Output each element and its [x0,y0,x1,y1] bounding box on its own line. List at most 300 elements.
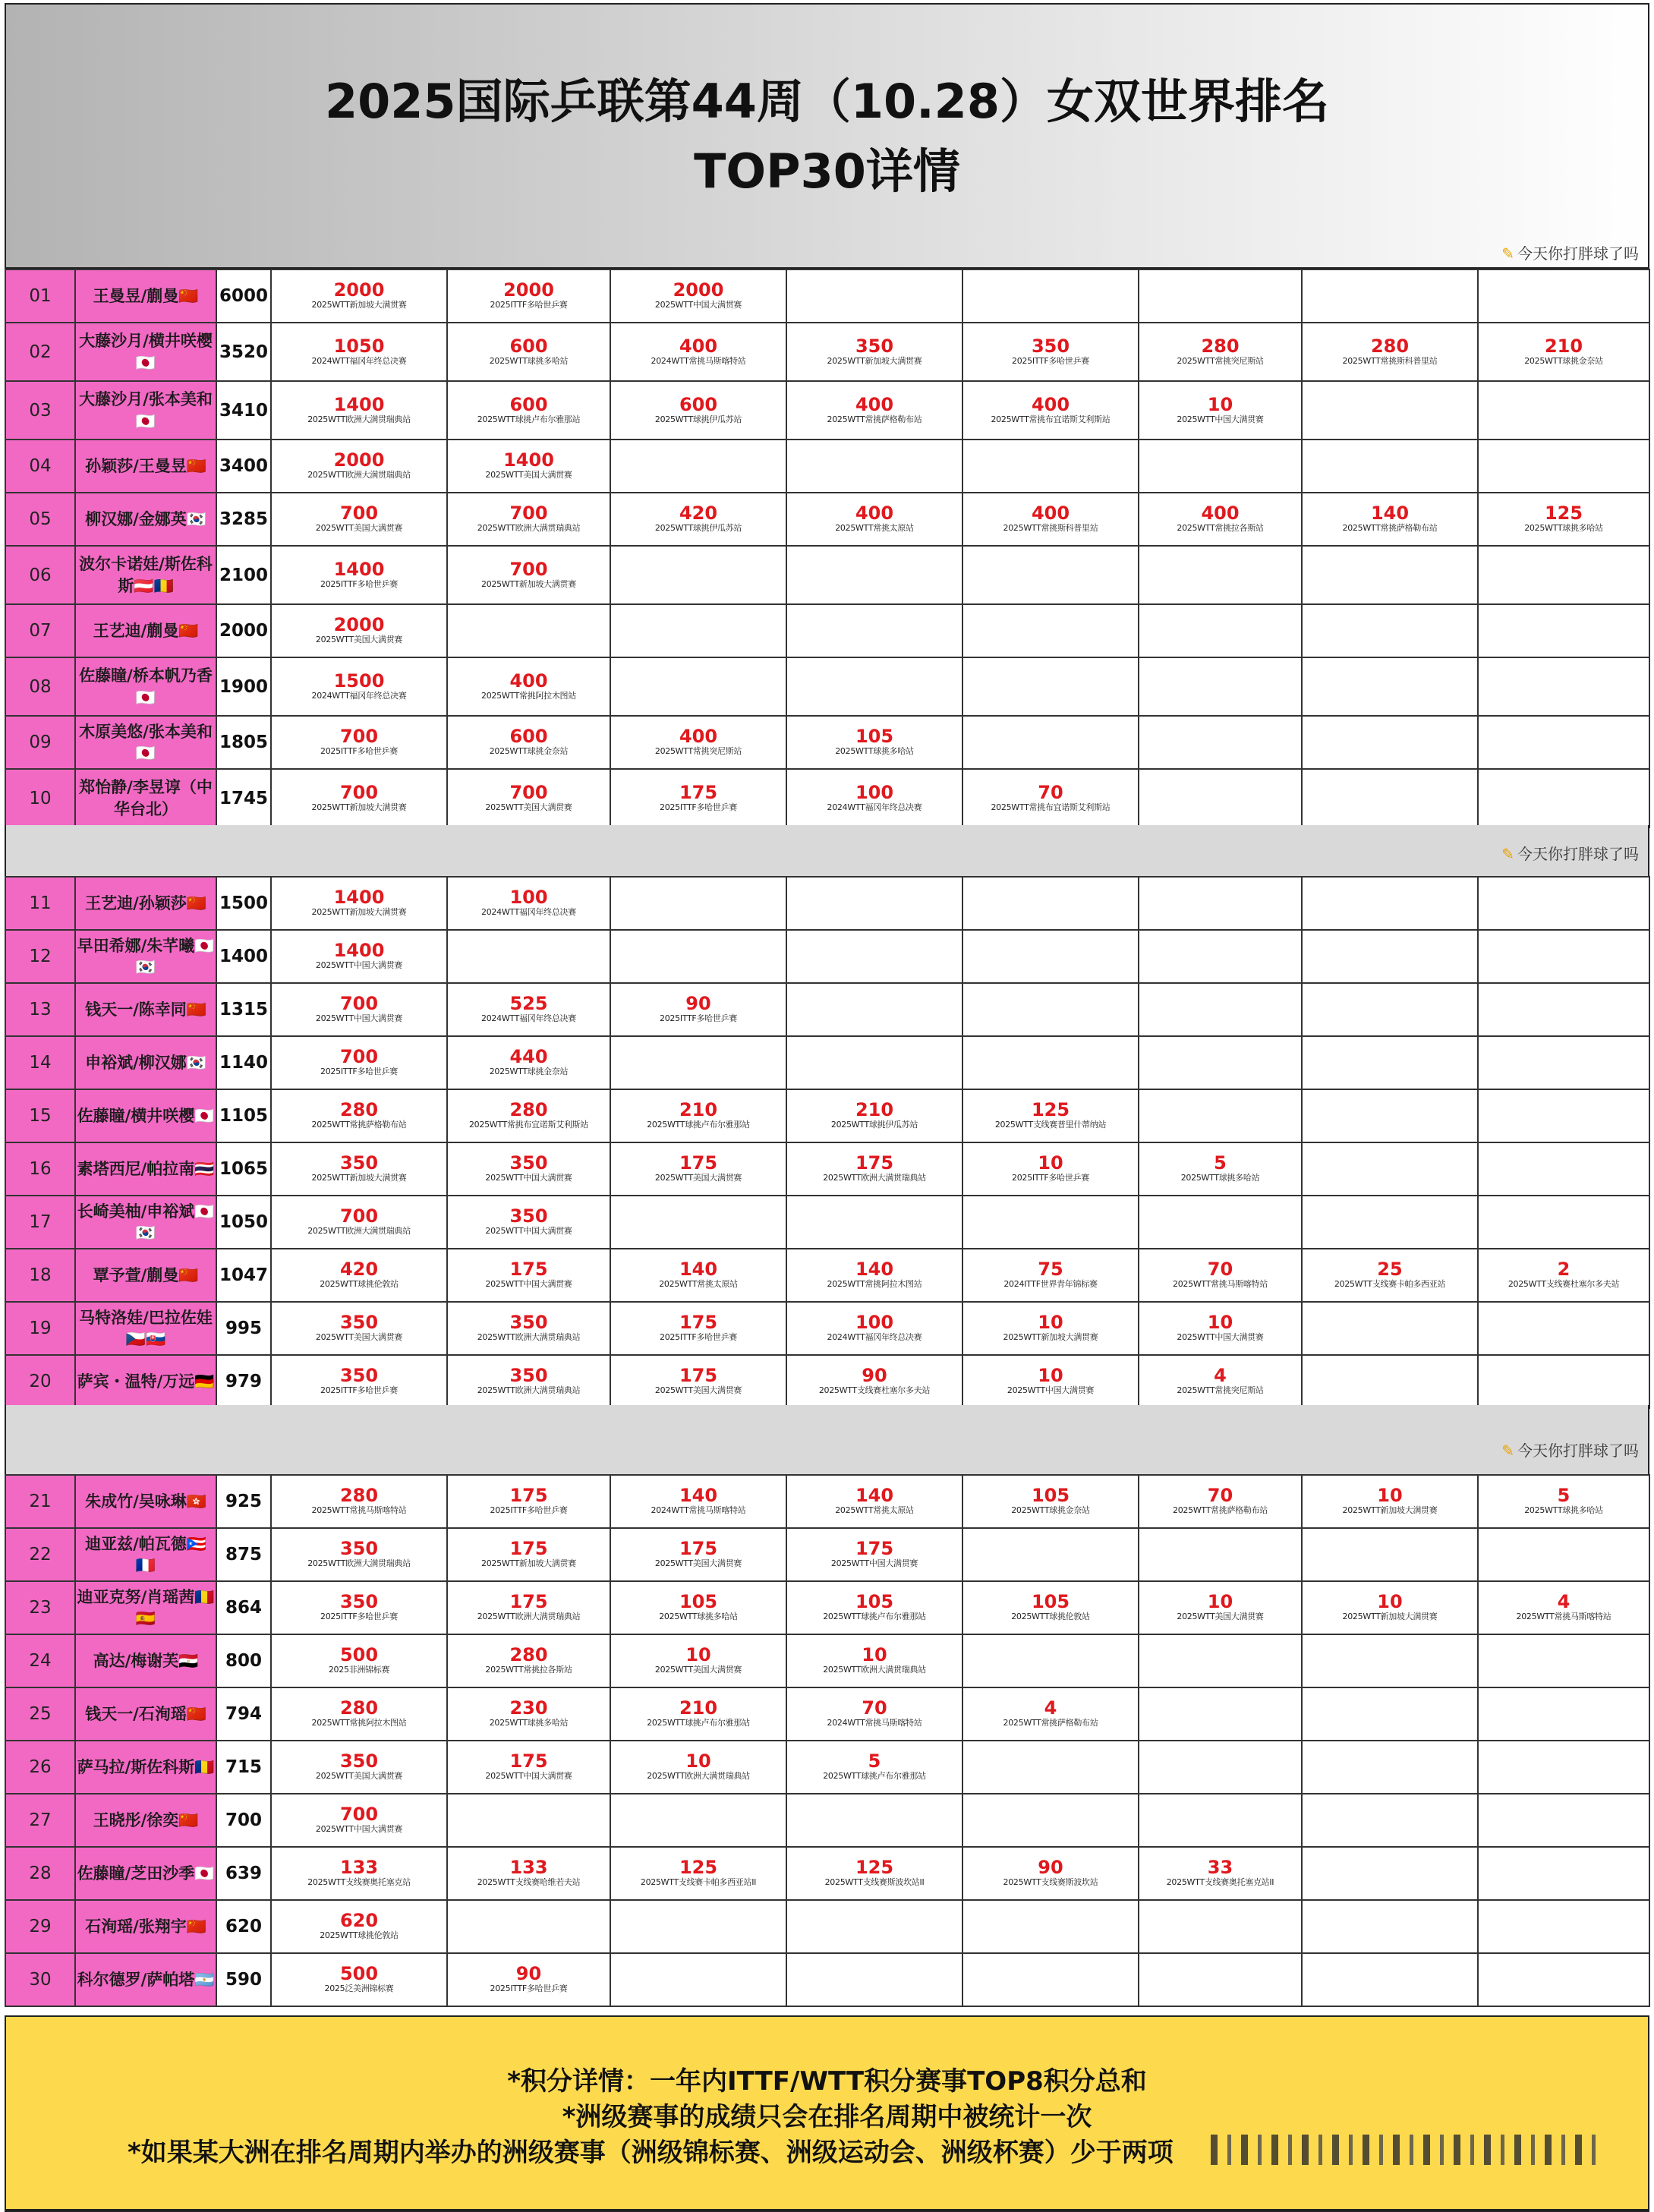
event-cell [962,1196,1139,1249]
event-cell [447,657,610,716]
total-points: 864 [216,1581,271,1634]
event-name: 2025ITTF多哈世乒赛 [320,1612,398,1622]
pair-name-text: 高达/梅谢芙 [93,1651,179,1670]
flag-icon: 🇯🇵 [135,744,156,762]
event-cell [610,716,786,769]
pair-name-text: 早田希娜/朱芊曦 [77,936,195,955]
event-cell [447,930,610,983]
event-name: 2025WTT球挑伊瓜苏站 [654,523,742,534]
pair-name-text: 科尔德罗/萨帕塔 [77,1970,195,1989]
event-cell [1478,1581,1649,1634]
event-cell [610,1847,786,1900]
event-cell [271,1900,447,1953]
pair-name [75,323,216,381]
event-cell [786,983,962,1036]
pair-name [75,1036,216,1089]
event-cell [962,1953,1139,2006]
event-cell [1478,1953,1649,2006]
flag-icon: 🇨🇳 [178,621,199,640]
event-name: 2025WTT球挑卢布尔雅那站 [823,1771,926,1782]
event-cell [1302,1847,1478,1900]
event-cell [1139,983,1302,1036]
pair-name [75,1847,216,1900]
event-name: 2025WTT美国大满贯赛 [1177,1612,1264,1622]
event-cell [447,546,610,604]
table-row [5,877,1649,930]
pair-name [75,1741,216,1794]
event-cell [962,1794,1139,1847]
event-cell [610,269,786,323]
event-cell [610,1687,786,1741]
event-cell [1139,1741,1302,1794]
event-cell [1302,1634,1478,1687]
event-cell [271,1089,447,1142]
pair-name [75,1794,216,1847]
event-cell [610,657,786,716]
event-points: 700 [509,503,548,525]
event-cell [962,716,1139,769]
event-name: 2025WTT支线赛斯波坎站 [1003,1877,1098,1888]
event-points: 10 [1038,1312,1063,1334]
event-cell [1302,1196,1478,1249]
event-points: 700 [339,1205,379,1227]
event-cell [1302,930,1478,983]
event-points: 600 [509,393,548,415]
event-points: 2000 [673,279,724,301]
event-cell [786,1953,962,2006]
event-name: 2025WTT新加坡大满贯赛 [311,907,407,918]
event-points: 10 [1207,1591,1233,1613]
event-name: 2025WTT球挑伊瓜苏站 [830,1120,918,1130]
event-cell [786,1355,962,1408]
rank-number: 04 [5,440,75,493]
event-cell [1478,381,1649,440]
event-points: 175 [509,1750,548,1772]
event-name: 2025WTT美国大满贯赛 [654,1385,742,1396]
table-row [5,769,1649,827]
pair-name-text: 萨马拉/斯佐科斯 [77,1757,195,1776]
event-name: 2025WTT常挑布宜诺斯艾利斯站 [991,414,1111,424]
flag-icon: 🇨🇳 [186,893,206,912]
event-cell [1139,604,1302,657]
event-name: 2025WTT球挑多哈站 [659,1612,738,1622]
event-name: 2025WTT美国大满贯赛 [485,470,572,481]
event-name: 2025WTT常挑拉各斯站 [1177,523,1264,534]
event-name: 2025WTT球挑多哈站 [1180,1173,1260,1183]
rank-number: 02 [5,323,75,381]
event-name: 2025泛美洲锦标赛 [324,1984,394,1994]
event-cell [1478,1741,1649,1794]
pair-name-text: 佐藤瞳/横井咲樱 [77,1106,195,1125]
event-points: 90 [862,1365,887,1387]
event-cell [1302,716,1478,769]
event-points: 133 [509,1857,548,1879]
event-name: 2025WTT新加坡大满贯赛 [311,1173,407,1183]
event-cell [1478,1900,1649,1953]
event-cell [1302,604,1478,657]
event-cell [962,1475,1139,1528]
event-cell [1302,1142,1478,1196]
bottom-border [5,2209,1649,2212]
event-cell [962,657,1139,716]
event-cell [447,1475,610,1528]
event-name: 2025WTT欧洲大满贯瑞典站 [307,1558,411,1569]
event-cell [1302,493,1478,546]
event-cell [271,546,447,604]
event-name: 2025WTT中国大满贯赛 [315,1824,403,1835]
event-cell [1139,1142,1302,1196]
total-points: 700 [216,1794,271,1847]
event-points: 175 [509,1591,548,1613]
event-cell [447,1634,610,1687]
event-name: 2025WTT中国大满贯赛 [485,1173,572,1183]
table-row [5,1475,1649,1528]
pair-name-text: 钱天一/陈幸同 [85,1000,187,1019]
event-cell [962,1142,1139,1196]
event-cell [962,440,1139,493]
event-cell [962,1249,1139,1302]
event-cell [1302,1900,1478,1953]
pen-icon: ✎ [1501,1442,1514,1460]
rank-number: 21 [5,1475,75,1528]
flag-icon: 🇹🇭 [194,1159,215,1178]
event-cell [786,1528,962,1581]
event-cell [610,381,786,440]
event-points: 440 [509,1046,548,1068]
event-points: 10 [862,1644,887,1666]
event-name: 2025WTT常挑布宜诺斯艾利斯站 [468,1120,588,1130]
event-name: 2025WTT欧洲大满贯瑞典站 [823,1173,926,1183]
event-points: 4 [1214,1365,1227,1387]
pair-name [75,493,216,546]
event-name: 2025WTT中国大满贯赛 [315,960,403,971]
pair-name-text: 申裕斌/柳汉娜 [85,1053,187,1072]
event-name: 2025WTT常挑萨格勒布站 [1003,1718,1098,1728]
event-cell [786,1196,962,1249]
event-cell [610,983,786,1036]
pair-name-text: 佐藤瞳/桥本帆乃香 [79,666,213,685]
event-cell [962,1528,1139,1581]
event-cell [786,1794,962,1847]
event-cell [447,381,610,440]
event-cell [1478,716,1649,769]
event-cell [786,1142,962,1196]
event-cell [1139,930,1302,983]
event-name: 2025ITTF多哈世乒赛 [660,1332,737,1343]
event-cell [786,493,962,546]
event-cell [271,1142,447,1196]
event-cell [610,1196,786,1249]
pair-name-text: 覃予萱/蒯曼 [93,1265,179,1284]
total-points: 794 [216,1687,271,1741]
rank-number: 08 [5,657,75,716]
rank-number: 19 [5,1302,75,1355]
event-points: 400 [1031,503,1070,525]
event-cell [1139,1581,1302,1634]
separator-band [5,1405,1649,1474]
event-cell [271,1528,447,1581]
event-cell [1302,769,1478,827]
event-cell [447,1196,610,1249]
event-points: 10 [1207,393,1233,415]
event-points: 140 [855,1485,894,1507]
event-points: 400 [855,393,894,415]
event-cell [786,381,962,440]
pair-name-text: 王艺迪/蒯曼 [93,621,179,640]
event-cell [1478,657,1649,716]
event-name: 2025WTT常挑突尼斯站 [654,746,742,757]
event-cell [447,604,610,657]
event-cell [610,1528,786,1581]
pair-name [75,1687,216,1741]
event-cell [1139,323,1302,381]
event-cell [447,1142,610,1196]
separator-band [5,825,1649,876]
event-cell [1139,1794,1302,1847]
event-name: 2025WTT中国大满贯赛 [1177,414,1264,424]
event-cell [786,716,962,769]
event-cell [1139,1355,1302,1408]
event-cell [447,769,610,827]
watermark: ✎ 今天你打胖球了吗 [1501,845,1639,863]
event-cell [447,493,610,546]
event-cell [447,1302,610,1355]
event-cell [1478,877,1649,930]
pair-name-text: 朱成竹/吴咏琳 [85,1492,187,1511]
footer-note-3: *如果某大洲在排名周期内举办的洲级赛事（洲级锦标赛、洲级运动会、洲级杯赛）少于两项 [128,2138,1174,2168]
event-cell [962,877,1139,930]
table-row [5,930,1649,983]
event-points: 700 [339,993,379,1015]
event-cell [1478,323,1649,381]
event-points: 280 [509,1099,548,1121]
rank-number: 26 [5,1741,75,1794]
event-name: 2025WTT球挑伦敦站 [1011,1612,1090,1622]
event-name: 2025ITTF多哈世乒赛 [490,300,568,310]
event-name: 2025WTT支线赛杜塞尔多夫站 [818,1385,931,1396]
event-points: 210 [1544,335,1583,357]
event-name: 2024WTT福冈年终总决赛 [311,690,407,701]
event-cell [447,440,610,493]
event-points: 350 [339,1591,379,1613]
table-row [5,1089,1649,1142]
event-points: 4 [1557,1591,1571,1613]
event-points: 125 [855,1857,894,1879]
event-cell [1478,493,1649,546]
total-points: 639 [216,1847,271,1900]
event-cell [786,1900,962,1953]
event-points: 350 [339,1750,379,1772]
event-cell [271,1953,447,2006]
event-cell [1302,1089,1478,1142]
pair-name [75,604,216,657]
watermark: ✎ 今天你打胖球了吗 [1501,1442,1639,1460]
rank-number: 14 [5,1036,75,1089]
event-points: 175 [679,781,718,803]
event-points: 280 [339,1099,379,1121]
total-points: 925 [216,1475,271,1528]
event-cell [1302,1249,1478,1302]
pair-name [75,1953,216,2006]
event-points: 105 [855,1591,894,1613]
event-name: 2025WTT球挑多哈站 [489,355,569,366]
flag-icon: 🇨🇳 [186,456,206,475]
event-cell [786,877,962,930]
event-cell [610,1355,786,1408]
event-name: 2025WTT常挑马斯喀特站 [1516,1612,1611,1622]
event-cell [271,1249,447,1302]
total-points: 2100 [216,546,271,604]
event-points: 350 [339,1152,379,1174]
event-name: 2025WTT中国大满贯赛 [485,1771,572,1782]
event-name: 2025WTT常挑阿拉木图站 [827,1279,922,1290]
event-cell [786,1847,962,1900]
event-name: 2025WTT球挑金奈站 [1011,1505,1090,1516]
event-points: 500 [339,1963,379,1985]
event-cell [271,1196,447,1249]
event-cell [610,1900,786,1953]
event-name: 2024WTT常挑马斯喀特站 [651,1505,746,1516]
event-points: 70 [862,1697,887,1719]
table-row [5,1847,1649,1900]
pair-name [75,1142,216,1196]
event-points: 350 [339,1365,379,1387]
event-name: 2025WTT美国大满贯赛 [315,635,403,645]
total-points: 620 [216,1900,271,1953]
event-points: 420 [339,1259,379,1281]
event-points: 10 [685,1644,711,1666]
event-points: 105 [679,1591,718,1613]
event-cell [786,1249,962,1302]
event-points: 600 [509,726,548,748]
event-name: 2024WTT福冈年终总决赛 [311,355,407,366]
rank-number: 25 [5,1687,75,1741]
event-name: 2025ITTF多哈世乒赛 [1012,1173,1089,1183]
event-cell [447,1741,610,1794]
pair-name-text: 王艺迪/孙颖莎 [85,893,187,912]
event-name: 2025WTT支线赛哈维若夫站 [477,1877,581,1888]
ranking-table-3 [5,1474,1650,2007]
event-cell [610,1302,786,1355]
event-name: 2025WTT常挑萨格勒布站 [827,414,922,424]
event-name: 2025WTT常挑萨格勒布站 [311,1120,407,1130]
event-cell [1302,1581,1478,1634]
table-row [5,269,1649,323]
event-points: 350 [509,1312,548,1334]
event-cell [962,269,1139,323]
event-cell [1478,1634,1649,1687]
pen-icon: ✎ [1501,244,1514,263]
event-points: 500 [339,1644,379,1666]
rank-number: 15 [5,1089,75,1142]
event-points: 2000 [333,449,385,471]
event-cell [1478,1196,1649,1249]
rank-number: 24 [5,1634,75,1687]
event-name: 2025WTT欧洲大满贯瑞典站 [477,523,581,534]
event-points: 70 [1038,781,1063,803]
event-points: 70 [1207,1259,1233,1281]
flag-icon: 🇨🇳 [178,1810,199,1829]
event-name: 2025WTT球挑伊瓜苏站 [654,414,742,424]
pair-name-text: 佐藤瞳/芝田沙季 [77,1864,195,1883]
event-cell [271,1475,447,1528]
event-cell [447,323,610,381]
pair-name [75,1528,216,1581]
event-points: 1400 [333,393,385,415]
total-points: 1805 [216,716,271,769]
event-cell [610,493,786,546]
event-name: 2025ITTF多哈世乒赛 [490,1984,568,1994]
event-points: 210 [679,1099,718,1121]
event-cell [1139,1847,1302,1900]
event-name: 2025WTT常挑突尼斯站 [1177,1385,1264,1396]
rank-number: 13 [5,983,75,1036]
flag-icon: 🇯🇵 [135,353,156,372]
event-cell [962,1581,1139,1634]
event-cell [1478,1687,1649,1741]
event-cell [786,546,962,604]
event-cell [271,381,447,440]
event-cell [962,381,1139,440]
event-cell [1478,1036,1649,1089]
total-points: 715 [216,1741,271,1794]
event-name: 2025WTT常挑萨格勒布站 [1342,523,1438,534]
table-row [5,1741,1649,1794]
header [5,3,1649,269]
event-cell [786,1581,962,1634]
total-points: 1065 [216,1142,271,1196]
table-row [5,716,1649,769]
event-points: 90 [1038,1857,1063,1879]
event-cell [1139,1634,1302,1687]
event-points: 280 [1201,335,1240,357]
event-points: 600 [679,393,718,415]
event-cell [1139,1036,1302,1089]
pair-name-text: 大藤沙月/横井咲樱 [79,332,213,351]
event-points: 175 [679,1152,718,1174]
total-points: 3410 [216,381,271,440]
flag-icon: 🇨🇳 [186,1704,206,1723]
event-cell [962,1900,1139,1953]
event-cell [1139,1528,1302,1581]
event-name: 2025WTT球挑卢布尔雅那站 [477,414,581,424]
event-cell [786,323,962,381]
event-name: 2025非洲锦标赛 [328,1665,390,1675]
table-row [5,1302,1649,1355]
pair-name-text: 郑怡静/李昱谆（中华台北） [79,778,213,818]
event-cell [962,930,1139,983]
event-points: 133 [339,1857,379,1879]
total-points: 979 [216,1355,271,1408]
event-name: 2025WTT常挑阿拉木图站 [481,690,576,701]
event-cell [447,1581,610,1634]
table-row [5,1142,1649,1196]
event-points: 33 [1207,1857,1233,1879]
event-cell [271,1741,447,1794]
event-name: 2025WTT常挑太原站 [835,1505,914,1516]
table-row [5,1196,1649,1249]
event-cell [962,1355,1139,1408]
flag-icon: 🇨🇳 [186,1917,206,1936]
event-name: 2025WTT中国大满贯赛 [1177,1332,1264,1343]
event-cell [962,1089,1139,1142]
event-points: 100 [855,781,894,803]
event-name: 2024WTT福冈年终总决赛 [481,1013,576,1024]
event-points: 175 [855,1538,894,1560]
pair-name-text: 素塔西尼/帕拉南 [77,1159,195,1178]
pair-name-text: 萨宾・温特/万远 [77,1372,195,1391]
event-points: 1400 [333,887,385,909]
